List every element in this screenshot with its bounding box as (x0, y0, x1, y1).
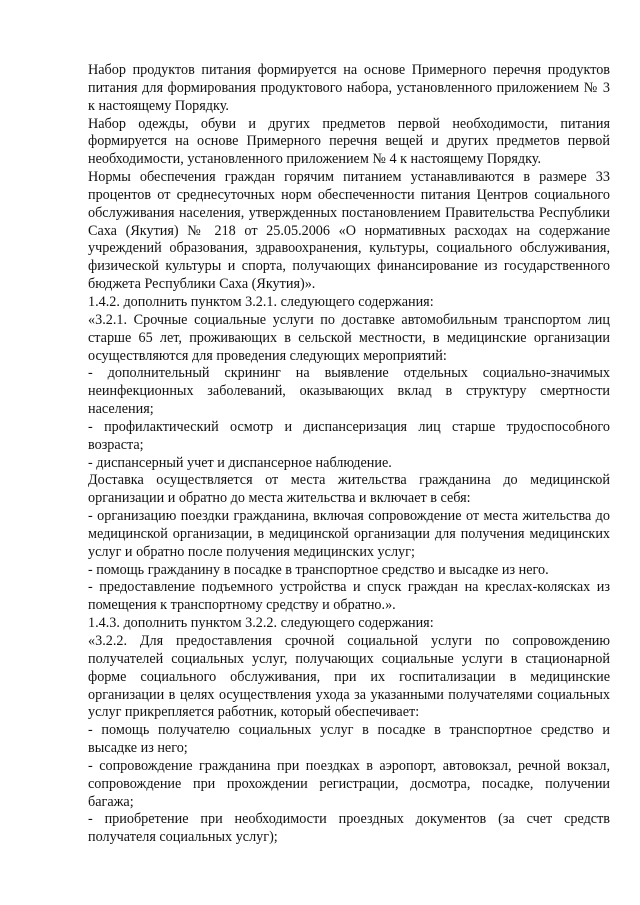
paragraph: «3.2.2. Для предоставления срочной социальной услуги по сопровождению получателей социальных услуг, получающих социальные услуги в стационарной форме социального обслуживания, при их госпитализации в медицинские организации в целях осуществления ухода за указанными получателями социальных услуг прикрепляется работник, который обеспечивает: (88, 633, 610, 721)
document-page (88, 62, 610, 847)
paragraph: - организацию поездки гражданина, включая сопровождение от места жительства до медицинской организации, в медицинской организации для получения медицинских услуг и обратно после получения медицинских услуг; (88, 508, 610, 560)
paragraph: Набор продуктов питания формируется на основе Примерного перечня продуктов питания для формирования продуктового набора, установленного приложением № 3 к настоящему Порядку. (88, 62, 610, 114)
paragraph: - приобретение при необходимости проездных документов (за счет средств получателя социальных услуг); (88, 811, 610, 846)
paragraph: Нормы обеспечения граждан горячим питанием устанавливаются в размере 33 процентов от среднесуточных норм обеспеченности питания Центров социального обслуживания населения, утвержденных постановлением Правительства Республики Саха (Якутия) № 218 от 25.05.2006 «О нормативных расходах на содержание учреждений образования, здравоохранения, культуры, социального обслуживания, физической культуры и спорта, получающих финансирование из государственного бюджета Республики Саха (Якутия)». (88, 169, 610, 293)
paragraph: - помощь гражданину в посадке в транспортное средство и высадке из него. (88, 561, 549, 578)
paragraph: - дополнительный скрининг на выявление отдельных социально-значимых неинфекционных заболеваний, оказывающих вклад в структуру смертности населения; (88, 365, 610, 418)
paragraph: - сопровождение гражданина при поездках в аэропорт, автовокзал, речной вокзал, сопровождение при прохождении регистрации, досмотра, посадке, получении багажа; (88, 757, 610, 810)
paragraph: Доставка осуществляется от места жительства гражданина до медицинской организации и обратно до места жительства и включает в себя: (88, 472, 610, 507)
paragraph: - помощь получателю социальных услуг в посадке в транспортное средство и высадке из него; (88, 722, 610, 757)
paragraph: - профилактический осмотр и диспансеризация лиц старше трудоспособного возраста; (88, 418, 610, 453)
paragraph: 1.4.3. дополнить пунктом 3.2.2. следующего содержания: (88, 615, 434, 632)
paragraph: Набор одежды, обуви и других предметов первой необходимости, питания формируется на основе Примерного перечня вещей и других предметов первой необходимости, установленного приложением № 4 к настоящему Порядку. (88, 115, 610, 168)
paragraph: 1.4.2. дополнить пунктом 3.2.1. следующего содержания: (88, 293, 434, 310)
paragraph: - диспансерный учет и диспансерное наблюдение. (88, 454, 392, 471)
paragraph: - предоставление подъемного устройства и спуск граждан на креслах-колясках из помещения к транспортному средству и обратно.». (88, 579, 610, 614)
paragraph: «3.2.1. Срочные социальные услуги по доставке автомобильным транспортом лиц старше 65 лет, проживающих в сельской местности, в медицинские организации осуществляются для проведения следующих мероприятий: (88, 311, 610, 364)
